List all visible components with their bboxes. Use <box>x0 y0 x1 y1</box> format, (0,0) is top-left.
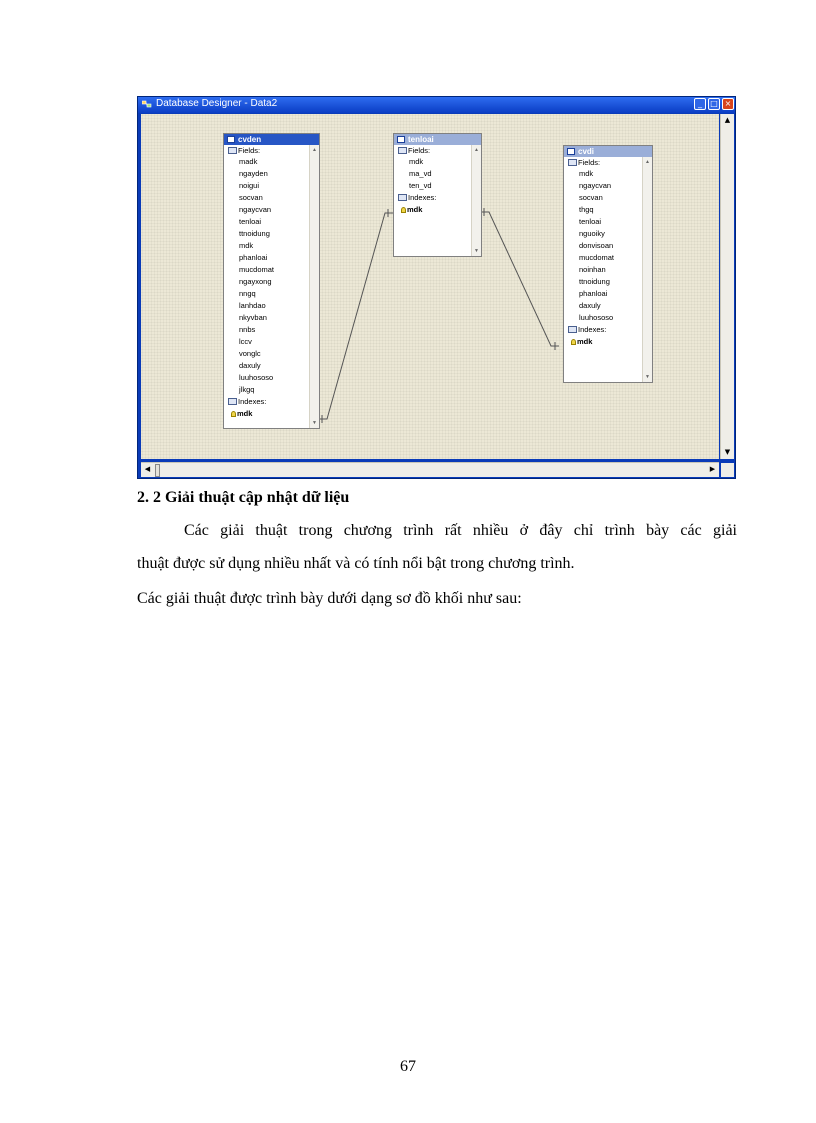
fields-group: Fields: <box>398 145 430 157</box>
field-row[interactable]: daxuly <box>579 301 601 310</box>
indexes-icon <box>398 194 407 201</box>
field-row[interactable]: phanloai <box>239 253 268 262</box>
field-row[interactable]: socvan <box>579 193 603 202</box>
table-header[interactable]: cvdi <box>564 146 652 157</box>
key-icon <box>231 411 236 417</box>
paragraph-1-line-1: Các giải thuật trong chương trình rất nhiều ở đây chỉ trình bày các giải <box>184 522 737 539</box>
fields-icon <box>228 147 237 154</box>
field-row[interactable]: daxuly <box>239 361 261 370</box>
vertical-scrollbar[interactable] <box>720 114 734 459</box>
key-icon <box>571 339 576 345</box>
horizontal-scrollbar[interactable] <box>141 462 719 477</box>
field-row[interactable]: ten_vd <box>409 181 432 190</box>
scroll-left-icon[interactable]: ◀ <box>144 465 151 473</box>
field-row[interactable]: ngaycvan <box>579 181 612 190</box>
page-number: 67 <box>400 1058 416 1075</box>
table-cvden[interactable] <box>223 133 320 429</box>
field-row[interactable]: lanhdao <box>239 301 266 310</box>
table-scrollbar[interactable]: ▲ ▼ <box>309 145 319 428</box>
table-header[interactable]: tenloai <box>394 134 481 145</box>
maximize-button[interactable]: □ <box>708 98 720 110</box>
scroll-right-icon[interactable]: ▶ <box>709 465 716 473</box>
table-cvdi[interactable] <box>563 145 653 383</box>
table-scrollbar[interactable]: ▲ ▼ <box>642 157 652 382</box>
indexes-icon <box>228 398 237 405</box>
index-row[interactable]: mdk <box>571 336 592 348</box>
field-row[interactable]: luuhososo <box>579 313 614 322</box>
field-row[interactable]: thgq <box>579 205 594 214</box>
close-button[interactable]: × <box>722 98 734 110</box>
scroll-up-icon[interactable]: ▲ <box>724 116 731 124</box>
field-row[interactable]: nkyvban <box>239 313 267 322</box>
field-row[interactable]: mucdomat <box>579 253 615 262</box>
paragraph-2: Các giải thuật được trình bày dưới dạng sơ đồ khối như sau: <box>137 590 522 607</box>
window-titlebar[interactable] <box>138 97 735 113</box>
field-row[interactable]: nngq <box>239 289 256 298</box>
field-row[interactable]: ngayden <box>239 169 268 178</box>
fields-group: Fields: <box>228 145 260 157</box>
fields-icon <box>568 159 577 166</box>
field-row[interactable]: nguoiky <box>579 229 605 238</box>
field-row[interactable]: mucdomat <box>239 265 275 274</box>
table-icon <box>567 148 575 155</box>
paragraph-1-line-2: thuật được sử dụng nhiều nhất và có tính nổi bật trong chương trình. <box>137 555 575 572</box>
table-icon <box>227 136 235 143</box>
index-row[interactable]: mdk <box>401 204 422 216</box>
field-row[interactable]: ttnoidung <box>239 229 270 238</box>
field-row[interactable]: madk <box>239 157 258 166</box>
fields-icon <box>398 147 407 154</box>
database-icon <box>142 100 152 109</box>
field-row[interactable]: ttnoidung <box>579 277 610 286</box>
minimize-button[interactable]: _ <box>694 98 706 110</box>
field-row[interactable]: noigui <box>239 181 260 190</box>
key-icon <box>401 207 406 213</box>
indexes-group: Indexes: <box>398 192 436 204</box>
field-row[interactable]: mdk <box>239 241 254 250</box>
table-header[interactable]: cvden <box>224 134 319 145</box>
field-row[interactable]: tenloai <box>579 217 602 226</box>
field-row[interactable]: luuhososo <box>239 373 274 382</box>
window-title: Database Designer - Data2 <box>156 98 278 109</box>
indexes-group: Indexes: <box>228 396 266 408</box>
table-scrollbar[interactable]: ▲ ▼ <box>471 145 481 256</box>
relation-tenloai-cvdi <box>481 208 559 350</box>
fields-group: Fields: <box>568 157 600 169</box>
indexes-group: Indexes: <box>568 324 606 336</box>
field-row[interactable]: ngayxong <box>239 277 272 286</box>
table-icon <box>397 136 405 143</box>
field-row[interactable]: noinhan <box>579 265 606 274</box>
scroll-thumb[interactable] <box>155 464 160 477</box>
database-designer-window <box>137 96 736 479</box>
table-tenloai[interactable] <box>393 133 482 257</box>
field-row[interactable]: ngaycvan <box>239 205 272 214</box>
field-row[interactable]: vonglc <box>239 349 261 358</box>
field-row[interactable]: socvan <box>239 193 263 202</box>
field-row[interactable]: mdk <box>579 169 594 178</box>
field-row[interactable]: ma_vd <box>409 169 432 178</box>
field-row[interactable]: tenloai <box>239 217 262 226</box>
index-row[interactable]: mdk <box>231 408 252 420</box>
field-row[interactable]: mdk <box>409 157 424 166</box>
relation-cvden-tenloai <box>319 209 393 423</box>
field-row[interactable]: nnbs <box>239 325 256 334</box>
size-grip[interactable] <box>721 463 734 477</box>
field-row[interactable]: jlkgq <box>239 385 255 394</box>
scroll-down-icon[interactable]: ▼ <box>724 448 731 456</box>
indexes-icon <box>568 326 577 333</box>
field-row[interactable]: donvisoan <box>579 241 614 250</box>
field-row[interactable]: lccv <box>239 337 252 346</box>
designer-canvas[interactable] <box>141 114 719 459</box>
section-heading: 2. 2 Giải thuật cập nhật dữ liệu <box>137 489 350 506</box>
field-row[interactable]: phanloai <box>579 289 608 298</box>
